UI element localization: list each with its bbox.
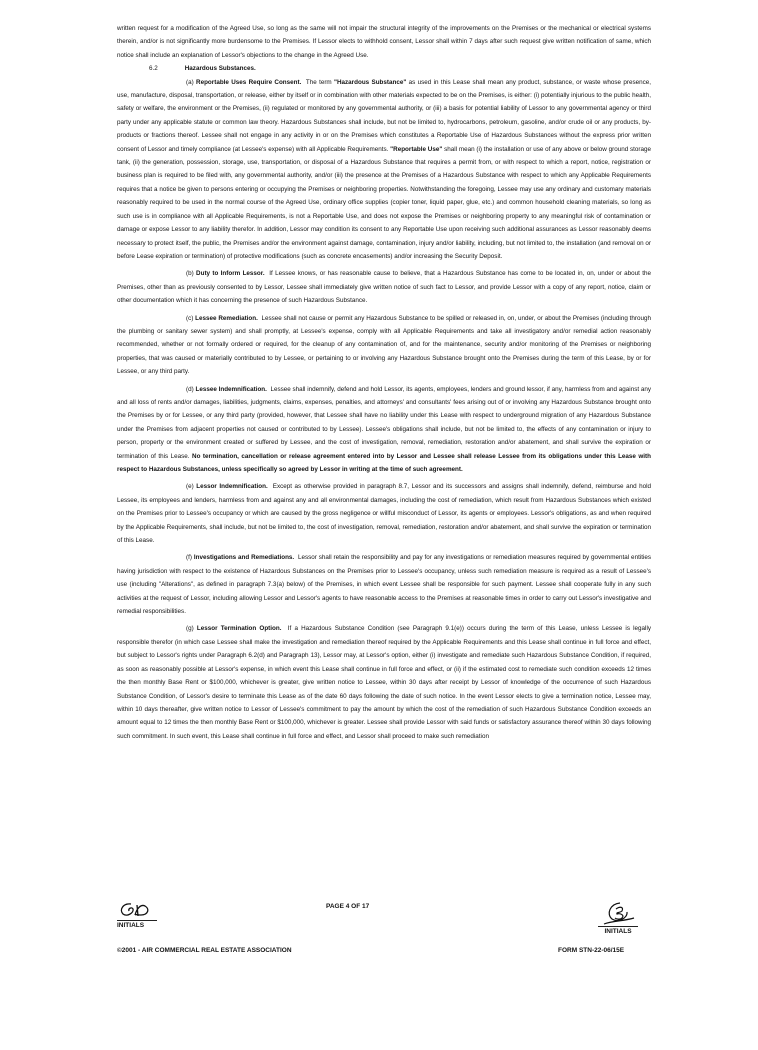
initials-left-label: INITIALS [117, 920, 157, 929]
paragraph-e-label: (e) [186, 483, 194, 491]
handwritten-initials-right [598, 900, 638, 926]
paragraph-a-reportable-uses [117, 76, 651, 264]
paragraph-a-text-1: The term [305, 78, 334, 86]
initials-right-label: INITIALS [598, 926, 638, 935]
paragraph-c-label: (c) [186, 314, 194, 322]
paragraph-b-duty-to-inform [117, 267, 651, 307]
paragraph-f-text: Lessor shall retain the responsibility and pay for any investigations or remediation measures required by governmental entities having jurisdiction with respect to the existence of Hazardous Substances on the Premises prior to Lessee's occupancy, unless such remediation measure is required as a result of Lessee's use (including "Alterations", as defined in paragraph 7.3(a) below) of the Premises, in which event Lessee shall be responsible for such payment. Lessee shall cooperate fully in any such activities at the request of Lessor, including allowing Lessor and Lessor's agents to have reasonable access to the Premises at reasonable times in order to carry out Lessor's investigative and remedial responsibilities. [117, 554, 652, 616]
paragraph-e-text: Except as otherwise provided in paragraph 8.7, Lessor and its successors and assigns shall indemnify, defend, reimburse and hold Lessee, its employees and lenders, harmless from and against any and all environmental damages, including the cost of remediation, which result from Hazardous Substances which existed on the Premises prior to Lessee's occupancy or which are caused by the gross negligence or willful misconduct of Lessor, its agents or employees. Lessor's obligations, as and when required by the Applicable Requirements, shall include, but not be limited to, the cost of investigation, removal, remediation, restoration and/or abatement, and shall survive the expiration or termination of this Lease. [117, 483, 652, 545]
handwritten-initials-left [117, 900, 157, 920]
paragraph-a-label: (a) [186, 78, 194, 86]
paragraph-c-lessee-remediation [117, 312, 651, 379]
section-number: 6.2 [149, 65, 158, 73]
paragraph-b-label: (b) [186, 270, 194, 278]
paragraph-b-heading: Duty to Inform Lessor. [196, 270, 265, 278]
paragraph-g-text: If a Hazardous Substance Condition (see Paragraph 9.1(e)) occurs during the term of this Lease, unless Lessee is legally responsible therefor (in which case Lessee shall make the investigation and remediation thereof required by the Applicable Requirements and this Lease shall continue in full force and effect, but subject to Lessor's rights under Paragraph 6.2(d) and Paragraph 13), Lessor may, at Lessor's option, either (i) investigate and remediate such Hazardous Substance Condition, if required, as soon as reasonably possible at Lessor's expense, in which event this Lease shall continue in full force and effect, or (ii) if the estimated cost to remediate such condition exceeds 12 times the then monthly Base Rent or $100,000, whichever is greater, give written notice to Lessee, within 30 days after receipt by Lessor of knowledge of the occurrence of such Hazardous Substance Condition, of Lessor's desire to terminate this Lease as of the date 60 days following the date of such notice. In the event Lessor elects to give a termination notice, Lessee may, within 10 days thereafter, give written notice to Lessor of Lessee's commitment to pay the amount by which the cost of the remediation of such Hazardous Substance Condition exceeds an amount equal to 12 times the then monthly Base Rent or $100,000, whichever is greater. Lessee shall provide Lessor with said funds or satisfactory assurance thereof within 30 days following such commitment. In such event, this Lease shall continue in full force and effect, and Lessor shall proceed to make such remediation [117, 625, 651, 740]
paragraph-f-investigations [117, 551, 651, 618]
initials-left-block [117, 900, 157, 929]
paragraph-c-text: Lessee shall not cause or permit any Hazardous Substance to be spilled or released in, on, under, or about the Premises (including through the plumbing or sanitary sewer system) and shall promptly, at Lessee's expense, comply with all Applicable Requirements and take all investigatory and/or remedial action reasonably recommended, whether or not formally ordered or required, for the cleanup of any contamination of, and for the maintenance, security and/or monitoring of the Premises or neighboring properties, that was caused or materially contributed to by Lessee, or pertaining to or involving any Hazardous Substance brought onto the Premises during the term of this Lease, by or for Lessee, or any third party. [117, 314, 651, 376]
paragraph-b-text: If Lessee knows, or has reasonable cause to believe, that a Hazardous Substance has come to be located in, on, under or about the Premises, other than as previously consented to by Lessor, Lessee shall immediately give written notice of such fact to Lessor, and provide Lessor with a copy of any report, notice, claim or other documentation which it has concerning the presence of such Hazardous Substance. [117, 270, 651, 305]
copyright-notice: ©2001 - AIR COMMERCIAL REAL ESTATE ASSOCIATION [117, 947, 292, 954]
paragraph-e-heading: Lessor Indemnification. [196, 483, 268, 491]
section-title: Hazardous Substances. [184, 65, 256, 73]
paragraph-g-heading: Lessor Termination Option. [196, 625, 282, 633]
paragraph-g-label: (g) [186, 625, 194, 633]
paragraph-a-text-3: shall mean (i) the installation or use of any above or below ground storage tank, (ii) the generation, possession, storage, use, transportation, or disposal of a Hazardous Substance that requires a permit from, or with respect to which a report, notice, registration or business plan is required to be filed with, any governmental authority, and/or (iii) the presence at the Premises of a Hazardous Substance with respect to which any Applicable Requirements requires that a notice be given to persons entering or occupying the Premises or neighboring properties. Notwithstanding the foregoing, Lessee may use any ordinary and customary materials reasonably required to be used in the normal course of the Agreed Use, ordinary office supplies (copier toner, liquid paper, glue, etc.) and common household cleaning materials, so long as such use is in compliance with all Applicable Requirements, is not a Reportable Use, and does not expose the Premises or neighboring property to any meaningful risk of contamination or damage or expose Lessor to any liability therefor. In addition, Lessor may condition its consent to any Reportable Use upon receiving such additional assurances as Lessor reasonably deems necessary to protect itself, the public, the Premises and/or the environment against damage, contamination, injury and/or liability, including, but not limited to, the installation (and removal on or before Lease expiration or termination) of protective modifications (such as concrete encasements) and/or increasing the Security Deposit. [117, 145, 651, 260]
lease-page-body [117, 22, 651, 743]
page-number: PAGE 4 OF 17 [326, 903, 370, 910]
paragraph-d-lessee-indemnification [117, 383, 651, 477]
opening-paragraph: written request for a modification of the Agreed Use, so long as the same will not impair the structural integrity of the improvements on the Premises or the mechanical or electrical systems therein, and/or is not significantly more burdensome to the Premises. If Lessor elects to withhold consent, Lessor shall within 7 days after such request give written notification of same, which notice shall include an explanation of Lessor's objections to the change in the Agreed Use. [117, 25, 651, 59]
paragraph-f-label: (f) [186, 554, 192, 562]
section-heading [117, 62, 651, 75]
paragraph-d-bold-clause: No termination, cancellation or release agreement entered into by Lessor and Lessee shall release Lessee from its obligations under this Lease with respect to Hazardous Substances, unless specifically so agreed by Lessor in writing at the time of such agreement. [117, 452, 651, 473]
term-reportable-use: "Reportable Use" [390, 145, 443, 153]
paragraph-a-text-2: as used in this Lease shall mean any product, substance, or waste whose presence, use, manufacture, disposal, transportation, or release, either by itself or in combination with other materials expected to be on the Premises, is either: (i) potentially injurious to the public health, safety or welfare, the environment or the Premises, (ii) regulated or monitored by any governmental authority, or (iii) a basis for potential liability of Lessor to any governmental agency or third party under any applicable statute or common law theory. Hazardous Substances shall include, but not be limited to, hydrocarbons, petroleum, gasoline, and/or crude oil or any products, by-products or fractions thereof. Lessee shall not engage in any activity in or on the Premises which constitutes a Reportable Use of Hazardous Substances without the express prior written consent of Lessor and timely compliance (at Lessee's expense) with all Applicable Requirements. [117, 78, 652, 153]
paragraph-d-label: (d) [186, 385, 194, 393]
paragraph-d-text: Lessee shall indemnify, defend and hold Lessor, its agents, employees, lenders and ground lessor, if any, harmless from and against any and all loss of rents and/or damages, liabilities, judgments, claims, expenses, penalties, and attorneys' and consultants' fees arising out of or involving any Hazardous Substance brought onto the Premises by or for Lessee, or any third party (provided, however, that Lessee shall have no liability under this Lease with respect to underground migration of any Hazardous Substance under the Premises from adjacent properties not caused or contributed to by Lessee). Lessee's obligations shall include, but not be limited to, the effects of any contamination or injury to person, property or the environment created or suffered by Lessee, and the cost of investigation, removal, remediation, restoration and/or abatement, and shall survive the expiration or termination of this Lease. [117, 385, 652, 460]
paragraph-d-heading: Lessee Indemnification. [195, 385, 267, 393]
paragraph-e-lessor-indemnification [117, 480, 651, 547]
paragraph-a-heading: Reportable Uses Require Consent. [196, 78, 302, 86]
paragraph-g-termination-option [117, 622, 651, 743]
form-identifier: FORM STN-22-06/15E [558, 947, 625, 954]
paragraph-c-heading: Lessee Remediation. [195, 314, 258, 322]
term-hazardous-substance: "Hazardous Substance" [334, 78, 407, 86]
initials-right-block [598, 900, 638, 935]
paragraph-f-heading: Investigations and Remediations. [193, 554, 295, 562]
